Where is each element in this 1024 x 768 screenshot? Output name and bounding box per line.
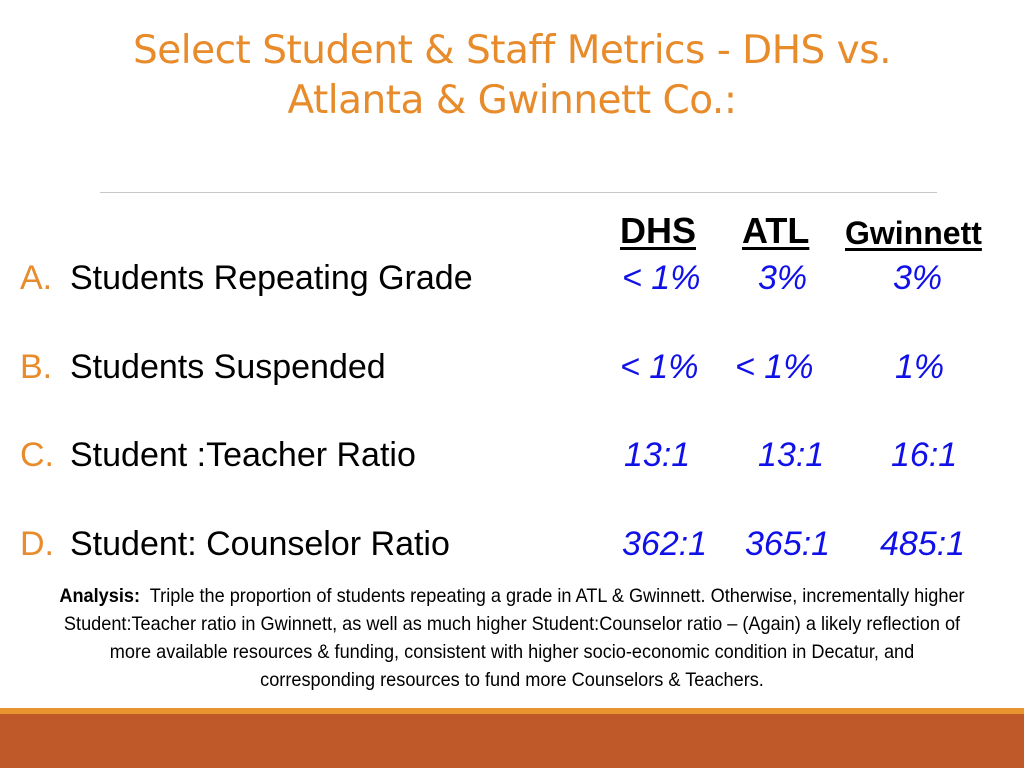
row-a-letter: A. bbox=[20, 259, 53, 297]
footer-band bbox=[0, 714, 1024, 768]
row-b-label: Students Suspended bbox=[70, 348, 386, 386]
row-c-dhs-value: 13:1 bbox=[624, 436, 691, 474]
row-d-letter: D. bbox=[20, 525, 54, 563]
row-c-atl-value: 13:1 bbox=[758, 436, 825, 474]
column-header-gwinnett: Gwinnett bbox=[845, 215, 982, 251]
column-header-dhs: DHS bbox=[620, 210, 697, 251]
column-header-atl: ATL bbox=[742, 210, 810, 251]
row-d-gwinnett-value: 485:1 bbox=[880, 525, 966, 563]
analysis-text: Triple the proportion of students repeating a grade in ATL & Gwinnett. Otherwise, incrementally higher Student:Teacher ratio in Gwinnett, as well as much higher Student:Counselor ratio – (Again) a likely reflection of more available resources & funding, consistent with higher socio-economic condition in Decatur, and corresponding resources to fund more Counselors & Teachers. bbox=[63, 585, 965, 691]
row-d-dhs-value: 362:1 bbox=[622, 525, 708, 563]
slide-title bbox=[60, 26, 964, 126]
analysis-heading: Analysis: bbox=[59, 585, 141, 607]
title-divider bbox=[100, 192, 937, 193]
row-a-dhs-value: < 1% bbox=[622, 259, 701, 297]
row-c-gwinnett-value: 16:1 bbox=[891, 436, 958, 474]
row-b-dhs-value: < 1% bbox=[620, 348, 699, 386]
row-c-label: Student :Teacher Ratio bbox=[70, 436, 416, 474]
slide-title-line-1: Select Student & Staff Metrics - DHS vs. bbox=[133, 28, 891, 73]
row-c-letter: C. bbox=[20, 436, 54, 474]
analysis-paragraph bbox=[58, 582, 966, 694]
row-b-atl-value: < 1% bbox=[735, 348, 814, 386]
row-a-label: Students Repeating Grade bbox=[70, 259, 473, 297]
row-d-atl-value: 365:1 bbox=[745, 525, 831, 563]
row-a-atl-value: 3% bbox=[758, 259, 808, 297]
row-b-letter: B. bbox=[20, 348, 53, 386]
slide-title-line-2: Atlanta & Gwinnett Co.: bbox=[287, 78, 737, 123]
row-d-label: Student: Counselor Ratio bbox=[70, 525, 450, 563]
row-a-gwinnett-value: 3% bbox=[893, 259, 943, 297]
row-b-gwinnett-value: 1% bbox=[895, 348, 945, 386]
